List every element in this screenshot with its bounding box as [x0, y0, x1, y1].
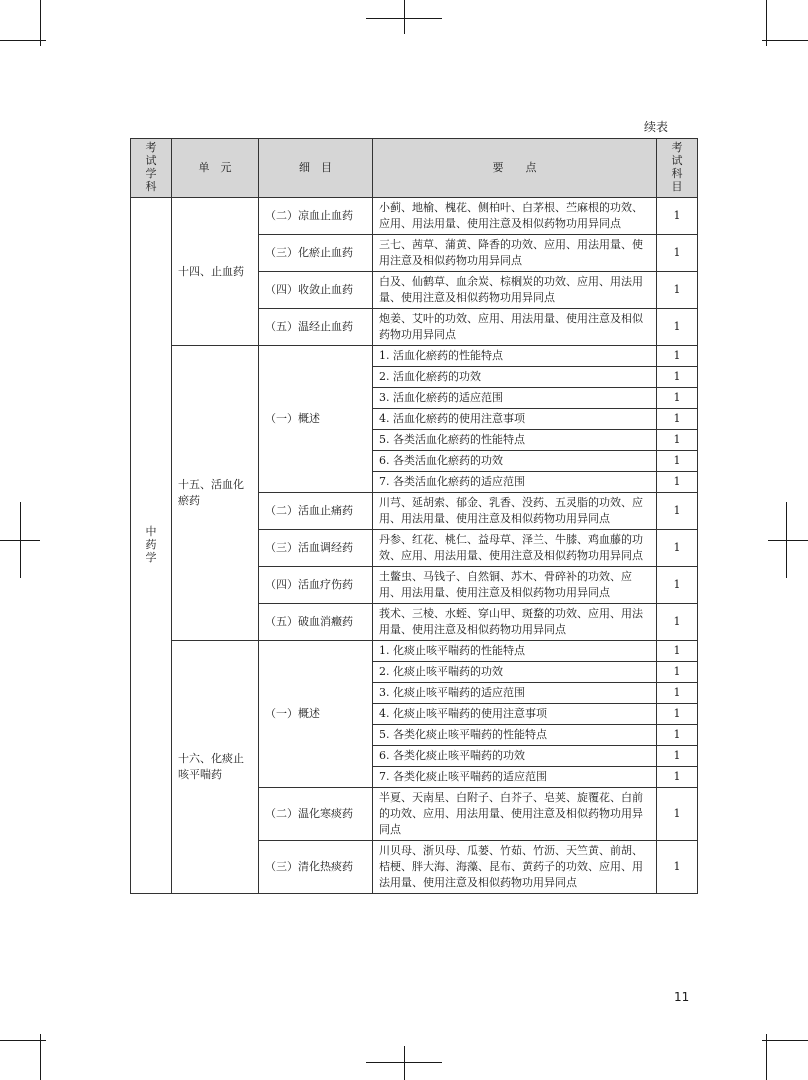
header-points: 要 点: [373, 139, 657, 198]
level-cell: 1: [657, 767, 698, 788]
item-cell: （五）破血消癥药: [259, 604, 373, 641]
level-cell: 1: [657, 493, 698, 530]
item-cell: （二）温化寒痰药: [259, 788, 373, 841]
point-cell: 1. 化痰止咳平喘药的性能特点: [373, 641, 657, 662]
point-cell: 土鳖虫、马钱子、自然铜、苏木、骨碎补的功效、应用、用法用量、使用注意及相似药物功用异同点: [373, 567, 657, 604]
table-header-row: [131, 139, 698, 198]
crop-mark: [762, 1040, 808, 1041]
item-cell: （三）化瘀止血药: [259, 235, 373, 272]
point-cell: 小蓟、地榆、槐花、侧柏叶、白茅根、苎麻根的功效、应用、用法用量、使用注意及相似药物功用异同点: [373, 198, 657, 235]
subject-cell: 中药学: [131, 198, 172, 894]
point-cell: 4. 活血化瘀药的使用注意事项: [373, 409, 657, 430]
continued-label: 续表: [644, 120, 669, 134]
level-cell: 1: [657, 788, 698, 841]
level-cell: 1: [657, 451, 698, 472]
crop-mark: [0, 540, 40, 541]
unit-cell: 十五、活血化瘀药: [172, 346, 259, 641]
header-subject: 考试学科: [131, 139, 172, 198]
point-cell: 6. 各类化痰止咳平喘药的功效: [373, 746, 657, 767]
item-cell: （三）活血调经药: [259, 530, 373, 567]
point-cell: 6. 各类活血化瘀药的功效: [373, 451, 657, 472]
point-cell: 7. 各类化痰止咳平喘药的适应范围: [373, 767, 657, 788]
unit-cell: 十六、化痰止咳平喘药: [172, 641, 259, 894]
level-cell: 1: [657, 604, 698, 641]
level-cell: 1: [657, 683, 698, 704]
crop-mark: [404, 1046, 405, 1080]
page-number: 11: [674, 990, 690, 1004]
syllabus-table: [130, 138, 698, 894]
item-cell: （三）清化热痰药: [259, 841, 373, 894]
crop-mark: [762, 40, 808, 41]
level-cell: 1: [657, 567, 698, 604]
crop-mark: [366, 1062, 442, 1063]
header-unit: 单 元: [172, 139, 259, 198]
level-cell: 1: [657, 430, 698, 451]
level-cell: 1: [657, 367, 698, 388]
level-cell: 1: [657, 309, 698, 346]
point-cell: 三七、茜草、蒲黄、降香的功效、应用、用法用量、使用注意及相似药物功用异同点: [373, 235, 657, 272]
point-cell: 丹参、红花、桃仁、益母草、泽兰、牛膝、鸡血藤的功效、应用、用法用量、使用注意及相似药物功用异同点: [373, 530, 657, 567]
point-cell: 川贝母、浙贝母、瓜蒌、竹茹、竹沥、天竺黄、前胡、桔梗、胖大海、海藻、昆布、黄药子的功效、应用、用法用量、使用注意及相似药物功用异同点: [373, 841, 657, 894]
crop-mark: [404, 0, 405, 34]
item-cell: （五）温经止血药: [259, 309, 373, 346]
header-level: 考试科目: [657, 139, 698, 198]
point-cell: 川芎、延胡索、郁金、乳香、没药、五灵脂的功效、应用、用法用量、使用注意及相似药物功用异同点: [373, 493, 657, 530]
level-cell: 1: [657, 472, 698, 493]
unit-cell: 十四、止血药: [172, 198, 259, 346]
level-cell: 1: [657, 641, 698, 662]
item-cell: （一）概述: [259, 641, 373, 788]
item-cell: （四）收敛止血药: [259, 272, 373, 309]
point-cell: 3. 化痰止咳平喘药的适应范围: [373, 683, 657, 704]
crop-mark: [768, 540, 808, 541]
level-cell: 1: [657, 704, 698, 725]
level-cell: 1: [657, 725, 698, 746]
crop-mark: [0, 40, 46, 41]
level-cell: 1: [657, 235, 698, 272]
header-item: 细 目: [259, 139, 373, 198]
level-cell: 1: [657, 746, 698, 767]
crop-mark: [0, 1040, 46, 1041]
level-cell: 1: [657, 198, 698, 235]
point-cell: 2. 活血化瘀药的功效: [373, 367, 657, 388]
point-cell: 1. 活血化瘀药的性能特点: [373, 346, 657, 367]
point-cell: 莪术、三棱、水蛭、穿山甲、斑蝥的功效、应用、用法用量、使用注意及相似药物功用异同点: [373, 604, 657, 641]
point-cell: 4. 化痰止咳平喘药的使用注意事项: [373, 704, 657, 725]
table-row: [131, 198, 698, 235]
item-cell: （二）凉血止血药: [259, 198, 373, 235]
point-cell: 白及、仙鹤草、血余炭、棕榈炭的功效、应用、用法用量、使用注意及相似药物功用异同点: [373, 272, 657, 309]
level-cell: 1: [657, 841, 698, 894]
point-cell: 5. 各类活血化瘀药的性能特点: [373, 430, 657, 451]
item-cell: （四）活血疗伤药: [259, 567, 373, 604]
item-cell: （一）概述: [259, 346, 373, 493]
level-cell: 1: [657, 272, 698, 309]
point-cell: 炮姜、艾叶的功效、应用、用法用量、使用注意及相似药物功用异同点: [373, 309, 657, 346]
level-cell: 1: [657, 662, 698, 683]
point-cell: 2. 化痰止咳平喘药的功效: [373, 662, 657, 683]
point-cell: 7. 各类活血化瘀药的适应范围: [373, 472, 657, 493]
crop-mark: [366, 18, 442, 19]
level-cell: 1: [657, 346, 698, 367]
table-row: [131, 641, 698, 662]
level-cell: 1: [657, 530, 698, 567]
point-cell: 5. 各类化痰止咳平喘药的性能特点: [373, 725, 657, 746]
table-row: [131, 346, 698, 367]
level-cell: 1: [657, 409, 698, 430]
point-cell: 3. 活血化瘀药的适应范围: [373, 388, 657, 409]
level-cell: 1: [657, 388, 698, 409]
point-cell: 半夏、天南星、白附子、白芥子、皂荚、旋覆花、白前的功效、应用、用法用量、使用注意及相似药物功用异同点: [373, 788, 657, 841]
item-cell: （二）活血止痛药: [259, 493, 373, 530]
